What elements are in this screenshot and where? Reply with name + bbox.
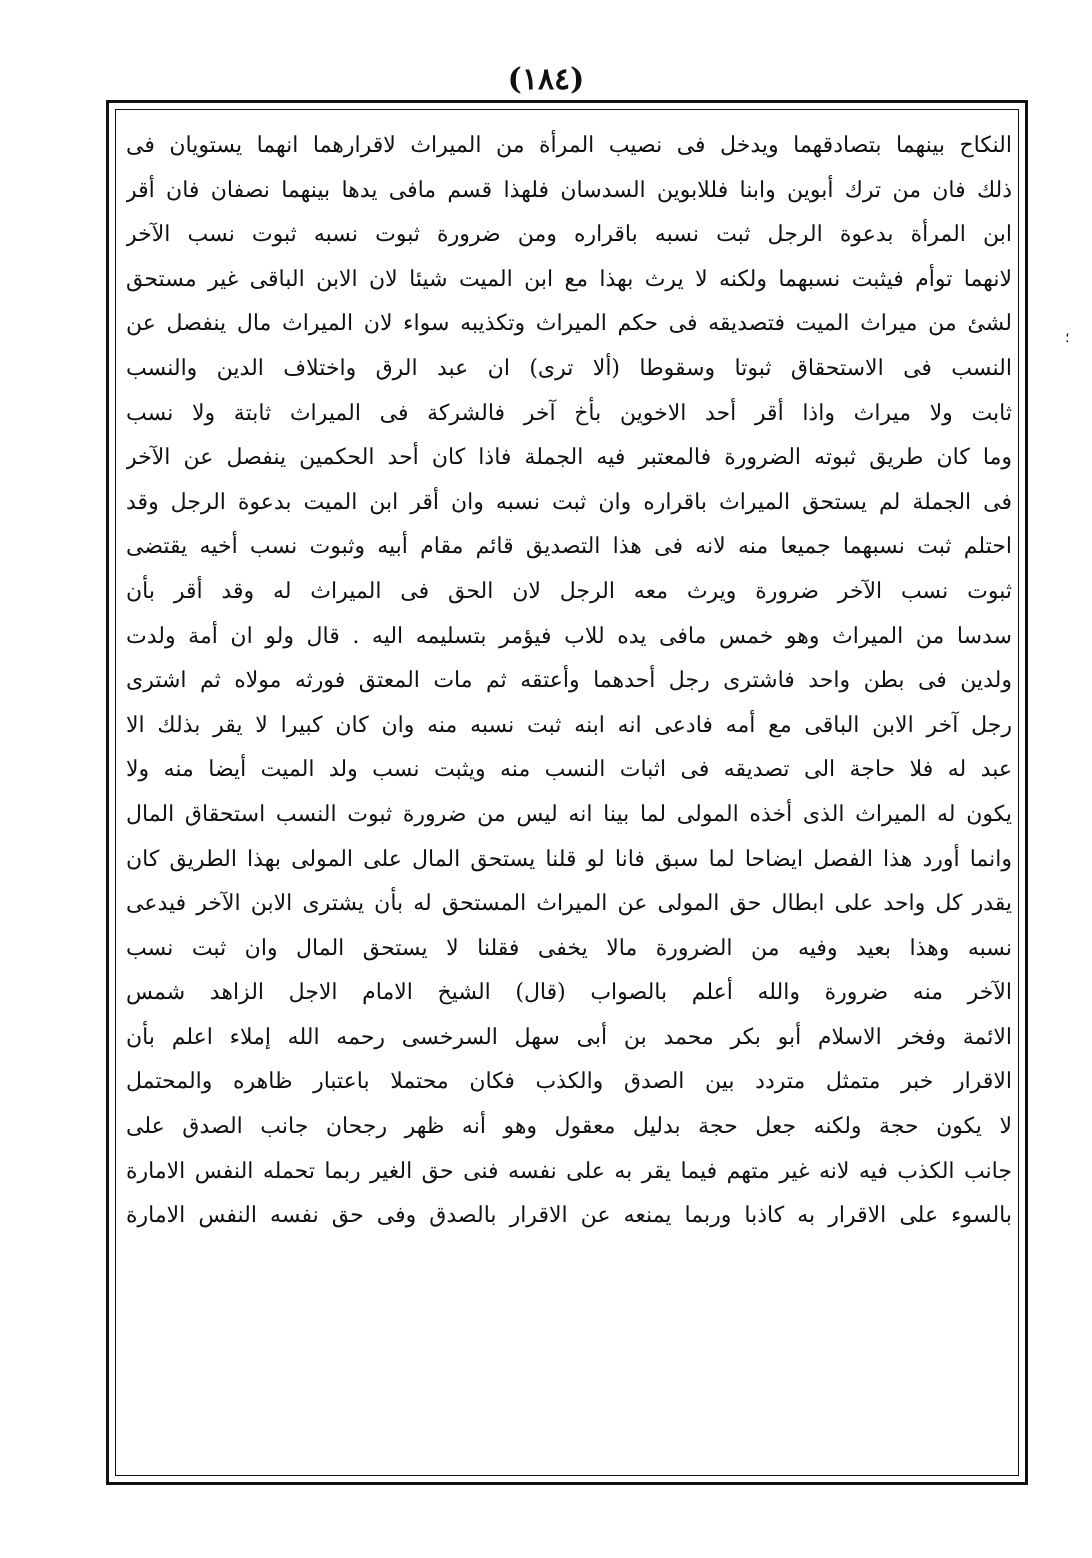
text-line: احتلم ثبت نسبهما جميعا منه لانه فى هذا التصديق قائم مقام أبيه وثبوت نسب أخيه يقتضى [126,534,1012,560]
text-line: فى الجملة لم يستحق الميراث باقراره وان ثبت نسبه وان أقر ابن الميت بدعوة الرجل وقد [126,489,1012,515]
text-line: يقدر كل واحد على ابطال حق المولى عن الميراث المستحق له بأن يشترى الابن الآخر فيدعى [126,891,1012,917]
text-line: وما كان طريق ثبوته الضرورة فالمعتبر فيه الجملة فاذا كان أحد الحكمين ينفصل عن الآخر [126,445,1012,471]
text-line: نسبه وهذا بعيد وفيه من الضرورة مالا يخفى فقلنا لا يستحق المال وان ثبت نسب [126,935,1012,961]
page-number: (١٨٤) [507,62,585,97]
text-line: الاقرار خبر متمثل متردد بين الصدق والكذب فكان محتملا باعتبار ظاهره والمحتمل [126,1069,1012,1095]
text-line: عبد له فلا حاجة الى تصديقه فى اثبات النسب منه ويثبت نسب ولد الميت أيضا منه ولا [126,757,1012,783]
text-line: ثبوت نسب الآخر ضرورة ويرث معه الرجل لان الحق فى الميراث له وقد أقر بأن [126,578,1012,604]
text-line: ذلك فان من ترك أبوين وابنا فللابوين السدسان فلهذا قسم مافى يدها بينهما نصفان فان أقر [126,177,1012,203]
text-line: النسب فى الاستحقاق ثبوتا وسقوطا (ألا ترى) ان عبد الرق واختلاف الدين والنسب [126,355,1012,381]
page-frame [106,100,1028,1485]
margin-mark: ؛ [1065,330,1070,346]
text-line: بالسوء على الاقرار به كاذبا وربما يمنعه عن الاقرار بالصدق وفى حق نفسه النفس الامارة [126,1203,1012,1229]
text-line: يكون له الميراث الذى أخذه المولى لما بينا انه ليس من ضرورة ثبوت النسب استحقاق المال [126,801,1012,827]
text-body [126,124,1012,1239]
text-line: رجل آخر الابن الباقى مع أمه فادعى انه ابنه ثبت نسبه منه وان كان كبيرا لا يقر بذلك الا [126,712,1012,738]
text-line: الآخر منه ضرورة والله أعلم بالصواب (قال) الشيخ الامام الاجل الزاهد شمس [126,980,1012,1006]
text-line: ولدين فى بطن واحد فاشترى رجل أحدهما وأعتقه ثم مات المعتق فورثه مولاه ثم اشترى [126,668,1012,694]
text-line: سدسا من الميراث وهو خمس مافى يده للاب فيؤمر بتسليمه اليه . قال ولو ان أمة ولدت [126,623,1012,649]
text-line: جانب الكذب فيه لانه غير متهم فيما يقر به على نفسه فنى حق الغير ربما تحمله النفس الامارة [126,1158,1012,1184]
text-line: لشئ من ميراث الميت فتصديقه فى حكم الميراث وتكذيبه سواء لان الميراث مال ينفصل عن [126,311,1012,337]
page-inner-frame [115,109,1019,1476]
text-line: وانما أورد هذا الفصل ايضاحا لما سبق فانا لو قلنا يستحق المال على المولى بهذا الطريق كان [126,846,1012,872]
text-line: لانهما توأم فيثبت نسبهما ولكنه لا يرث بهذا مع ابن الميت شيئا لان الابن الباقى غير مستحق [126,266,1012,292]
text-line: النكاح بينهما بتصادقهما ويدخل فى نصيب المرأة من الميراث لاقرارهما انهما يستويان فى [126,133,1012,158]
text-line: لا يكون حجة ولكنه جعل حجة بدليل معقول وهو أنه ظهر رجحان جانب الصدق على [126,1114,1012,1140]
text-line: ابن المرأة بدعوة الرجل ثبت نسبه باقراره ومن ضرورة ثبوت نسبه ثبوت نسب الآخر [126,222,1012,248]
text-line: الائمة وفخر الاسلام أبو بكر محمد بن أبى سهل السرخسى رحمه الله إملاء اعلم بأن [126,1024,1012,1050]
text-line: ثابت ولا ميراث واذا أقر أحد الاخوين بأخ آخر فالشركة فى الميراث ثابتة ولا نسب [126,400,1012,426]
